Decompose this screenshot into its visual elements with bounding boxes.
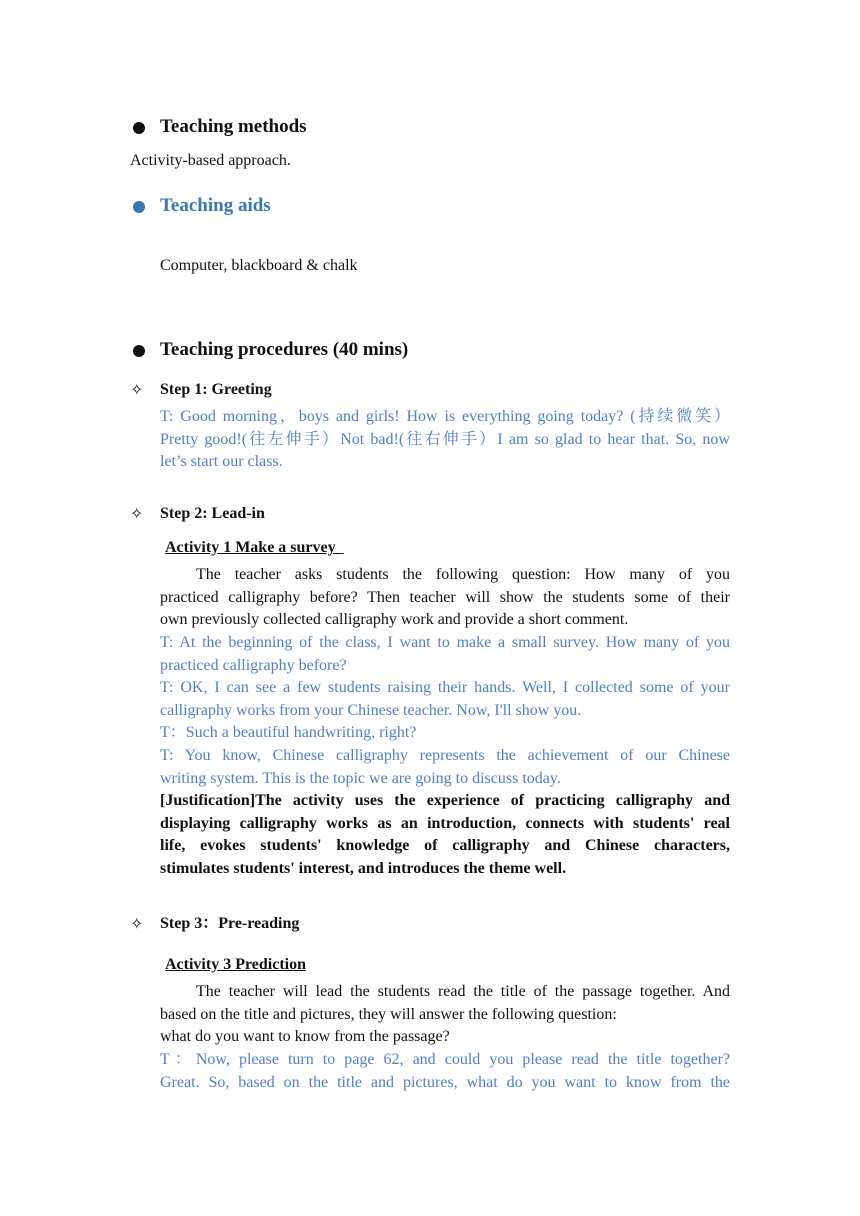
text-line: what do you want to know from the passage?	[160, 1028, 450, 1046]
text-line: The teacher asks students the following question: How many of you	[196, 566, 730, 583]
text-line: [Justification]The activity uses the experience of practicing calligraphy and	[160, 792, 730, 809]
bullet-dot-icon	[133, 201, 145, 213]
text-line: stimulates students' interest, and introduces the theme well.	[160, 859, 567, 877]
section-title-aids: Teaching aids	[160, 195, 271, 216]
text-line: Great. So, based on the title and pictures, what do you want to know from the	[160, 1073, 730, 1091]
text-line: The teacher will lead the students read the title of the passage together. And	[196, 983, 730, 1000]
step2-dialog	[160, 632, 730, 790]
text-line: T: You know, Chinese calligraphy represents the achievement of our Chinese	[160, 746, 730, 764]
text-line: practiced calligraphy before?	[160, 656, 347, 674]
text-line: displaying calligraphy works as an introduction, connects with students' real	[160, 814, 730, 832]
step3-intro	[160, 981, 730, 1049]
bullet-dot-icon	[133, 122, 145, 134]
text-line: writing system. This is the topic we are going to discuss today.	[160, 769, 561, 787]
text-line: T: OK, I can see a few students raising their hands. Well, I collected some of your	[160, 679, 730, 697]
text-line: calligraphy works from your Chinese teacher. Now, I'll show you.	[160, 701, 582, 719]
text-line: T: At the beginning of the class, I want to make a small survey. How many of you	[160, 634, 730, 651]
text-line: based on the title and pictures, they will answer the following question:	[160, 1005, 617, 1023]
star-bullet-icon: ✧	[130, 380, 144, 399]
text-line: own previously collected calligraphy work and provide a short comment.	[160, 611, 629, 629]
step2-activity-title: Activity 1 Make a survey	[165, 539, 344, 556]
step2-intro	[160, 564, 730, 632]
step2-title: Step 2: Lead-in	[160, 505, 265, 522]
text-line: let’s start our class.	[160, 453, 283, 471]
bullet-dot-icon	[133, 345, 145, 357]
text-line: practiced calligraphy before? Then teacher will show the students some of their	[160, 588, 730, 606]
text-line: T：Now, please turn to page 62, and could you please read the title together?	[160, 1051, 730, 1068]
text-line: Pretty good!(往左伸手）Not bad!(往右伸手）I am so glad to hear that. So, now	[160, 430, 730, 448]
step1-title: Step 1: Greeting	[160, 381, 272, 398]
step3-activity-title: Activity 3 Prediction	[165, 956, 307, 973]
aids-body: Computer, blackboard & chalk	[160, 257, 358, 274]
star-bullet-icon: ✧	[130, 504, 144, 523]
step2-justification	[160, 790, 730, 880]
text-line: life, evokes students' knowledge of calligraphy and Chinese characters,	[160, 837, 730, 855]
section-title-procedures: Teaching procedures (40 mins)	[160, 339, 409, 360]
step3-dialog	[160, 1049, 730, 1094]
text-line: T：Such a beautiful handwriting, right?	[160, 724, 417, 742]
star-bullet-icon: ✧	[130, 914, 144, 933]
step3-title: Step 3：Pre-reading	[160, 915, 300, 932]
text-line: T: Good morning，boys and girls! How is everything going today? (持续微笑）	[160, 408, 730, 425]
section-title-methods: Teaching methods	[160, 116, 307, 137]
step1-dialog	[160, 406, 730, 474]
methods-body: Activity-based approach.	[130, 152, 291, 169]
